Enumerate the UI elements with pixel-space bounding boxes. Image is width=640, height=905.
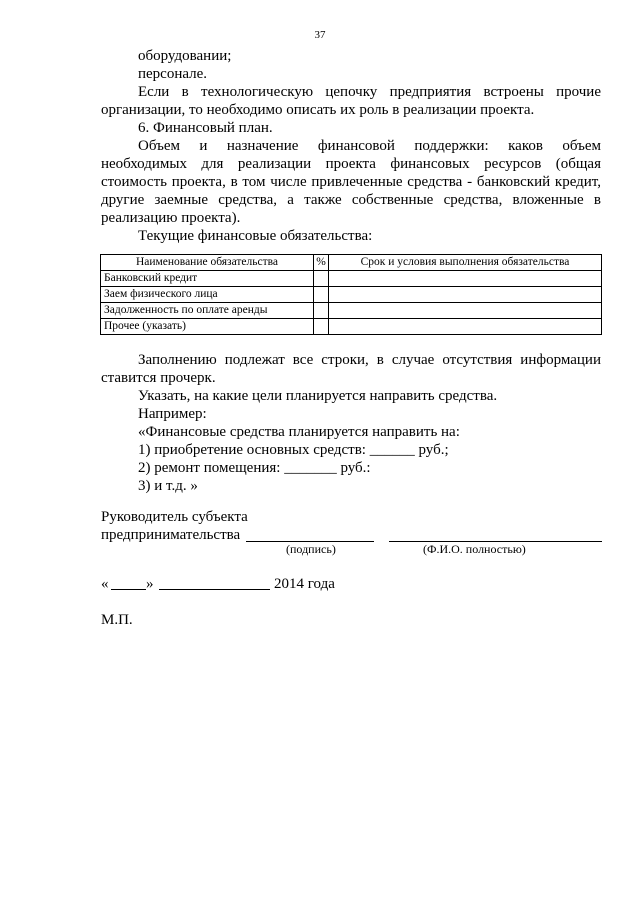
row-cell-terms — [329, 319, 602, 335]
header-cell-terms: Срок и условия выполнения обязательства — [329, 255, 602, 271]
table-row — [101, 303, 602, 319]
date-open-quote: « — [101, 576, 109, 592]
row-cell-percent — [314, 303, 329, 319]
page-number: 37 — [314, 29, 326, 41]
text-example-item3: 3) и т.д. » — [138, 478, 198, 494]
row-label-rent-debt: Задолженность по оплате аренды — [101, 303, 314, 319]
paragraph-fill-line2: ставится прочерк. — [101, 370, 216, 386]
row-cell-percent — [314, 271, 329, 287]
caption-full-name: (Ф.И.О. полностью) — [423, 542, 526, 556]
text-line-personnel: персонале. — [138, 66, 208, 82]
row-label-bank-credit: Банковский кредит — [101, 271, 314, 287]
signature-title-line2: предпринимательства — [101, 527, 241, 543]
date-month-blank — [159, 589, 270, 590]
text-line-equipment: оборудовании; — [138, 48, 232, 64]
text-specify-goals: Указать, на какие цели планируется направить средства. — [138, 388, 498, 404]
obligations-heading: Текущие финансовые обязательства: — [138, 228, 373, 244]
row-cell-percent — [314, 319, 329, 335]
row-label-private-loan: Заем физического лица — [101, 287, 314, 303]
paragraph-fill-line1: Заполнению подлежат все строки, в случае отсутствия информации — [138, 352, 601, 368]
paragraph-volume-line5: реализацию проекта). — [101, 210, 241, 226]
section-heading-financial-plan: 6. Финансовый план. — [138, 120, 273, 136]
row-cell-terms — [329, 303, 602, 319]
paragraph-chain-line2: организации, то необходимо описать их роль в реализации проекта. — [101, 102, 535, 118]
table-row — [101, 319, 602, 335]
signature-title-line1: Руководитель субъекта — [101, 509, 248, 525]
row-cell-percent — [314, 287, 329, 303]
table-header-row — [101, 255, 602, 271]
row-cell-terms — [329, 287, 602, 303]
row-label-other: Прочее (указать) — [101, 319, 314, 335]
table-row — [101, 271, 602, 287]
header-cell-name: Наименование обязательства — [101, 255, 314, 271]
paragraph-volume-line2: необходимых для реализации проекта финансовых ресурсов (общая — [101, 156, 601, 172]
paragraph-volume-line3: стоимость проекта, в том числе привлеченные средства - банковский кредит, — [101, 174, 601, 190]
stamp-place: М.П. — [101, 612, 133, 628]
text-example-intro: «Финансовые средства планируется направить на: — [138, 424, 460, 440]
caption-signature: (подпись) — [286, 542, 336, 556]
paragraph-chain-line1: Если в технологическую цепочку предприятия встроены прочие — [138, 84, 601, 100]
row-cell-terms — [329, 271, 602, 287]
paragraph-volume-line4: другие заемные средства, а также собственные средства, вложенные в — [101, 192, 601, 208]
text-example-item2: 2) ремонт помещения: _______ руб.: — [138, 460, 371, 476]
date-day-blank — [111, 589, 146, 590]
date-close-quote: » — [146, 576, 154, 592]
date-year: 2014 года — [274, 576, 335, 592]
paragraph-volume-line1: Объем и назначение финансовой поддержки: каков объем — [138, 138, 601, 154]
text-example-item1: 1) приобретение основных средств: ______ руб.; — [138, 442, 449, 458]
header-cell-percent: % — [314, 255, 329, 271]
text-for-example: Например: — [138, 406, 207, 422]
table-row — [101, 287, 602, 303]
obligations-table — [100, 254, 602, 335]
